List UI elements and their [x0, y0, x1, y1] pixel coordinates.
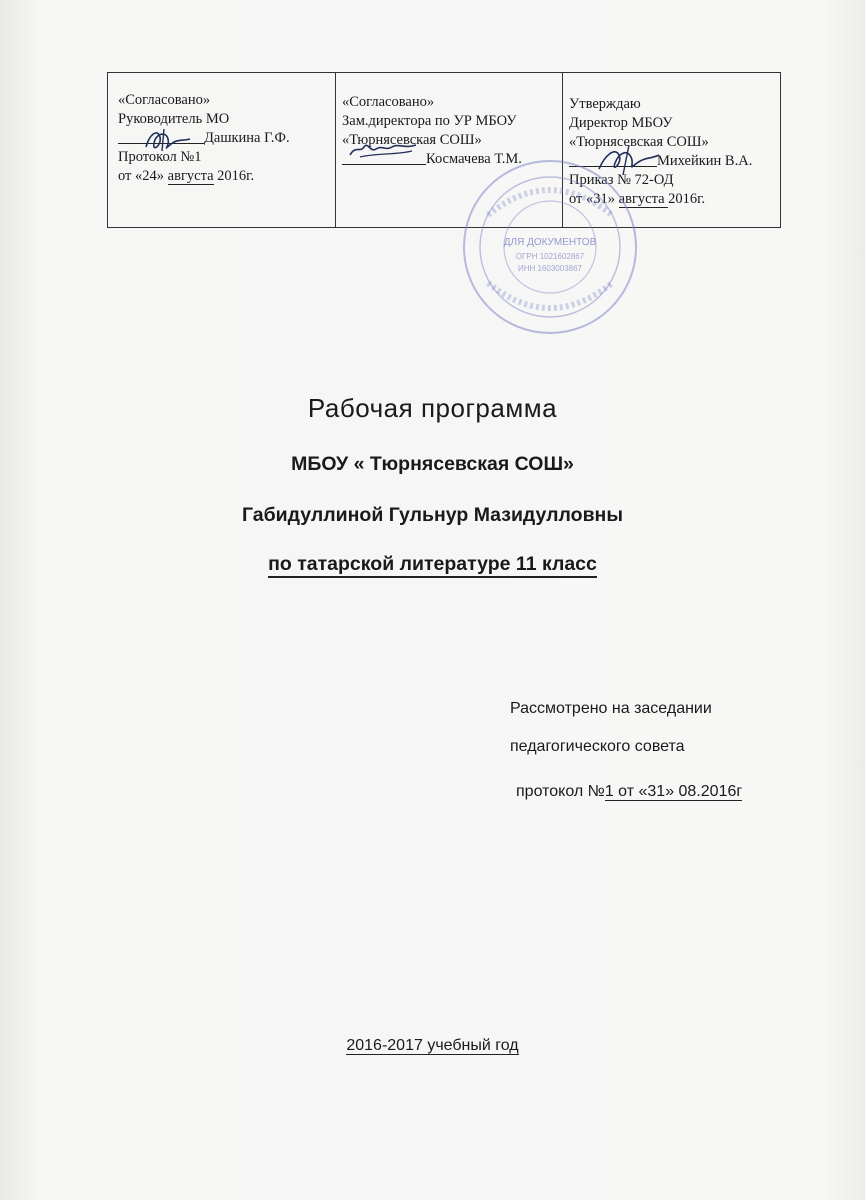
approval-cell-mo [108, 73, 335, 227]
agreed-label: «Согласовано» [342, 94, 435, 110]
academic-year-text: 2016-2017 учебный год [346, 1037, 519, 1054]
approve-label: Утверждаю [569, 96, 641, 112]
approval-table [107, 72, 781, 228]
review-protocol [516, 783, 742, 801]
date-suffix: 2016г. [668, 191, 706, 207]
approval-cell-deputy [335, 73, 562, 227]
signature-line [118, 129, 329, 148]
order-number: Приказ № 72-ОД [569, 172, 674, 188]
signer-name: Космачева Т.М. [426, 151, 522, 167]
head-of-mo-label: Руководитель МО [118, 111, 230, 127]
academic-year [0, 1037, 865, 1055]
school-name: «Тюрнясевская СОШ» [342, 132, 482, 148]
date-prefix: от «31» [569, 191, 619, 207]
school-name: «Тюрнясевская СОШ» [569, 134, 709, 150]
signer-name: Михейкин В.А. [657, 153, 753, 169]
signer-name: Дашкина Г.Ф. [204, 130, 290, 146]
deputy-position: Зам.директора по УР МБОУ [342, 113, 517, 129]
stamp-line-3: ИНН 1603003867 [517, 264, 583, 273]
stamp-line-2: ОГРН 1021602867 [515, 252, 585, 261]
date-month: августа [167, 168, 214, 184]
document-title: Рабочая программа [307, 393, 558, 423]
review-line-1: Рассмотрено на заседании [510, 700, 712, 717]
director-position: Директор МБОУ [569, 115, 673, 131]
date-suffix: 2016г. [213, 168, 255, 184]
subject-text: по татарской литературе 11 класс [268, 553, 597, 578]
order-date [569, 190, 774, 209]
signature-blank [118, 129, 204, 144]
stamp-line-1: ДЛЯ ДОКУМЕНТОВ [503, 237, 597, 248]
protocol-date [118, 167, 329, 186]
signature-blank [569, 152, 657, 167]
teacher-name: Габидуллиной Гульнур Мазидулловны [241, 504, 623, 526]
date-prefix: от «24» [118, 168, 168, 184]
protocol-number: Протокол №1 [118, 149, 202, 165]
approval-cell-director [562, 73, 780, 227]
signature-line [569, 152, 774, 171]
signature-blank [342, 150, 426, 165]
signature-line [342, 150, 556, 169]
date-month: августа [618, 191, 669, 207]
school-title: МБОУ « Тюрнясевская СОШ» [291, 453, 574, 475]
subject-title [0, 553, 865, 576]
protocol-date: 1 от «31» 08.2016г [604, 783, 743, 800]
protocol-prefix: протокол № [516, 783, 605, 800]
agreed-label: «Согласовано» [118, 92, 211, 108]
review-line-2: педагогического совета [510, 738, 685, 755]
